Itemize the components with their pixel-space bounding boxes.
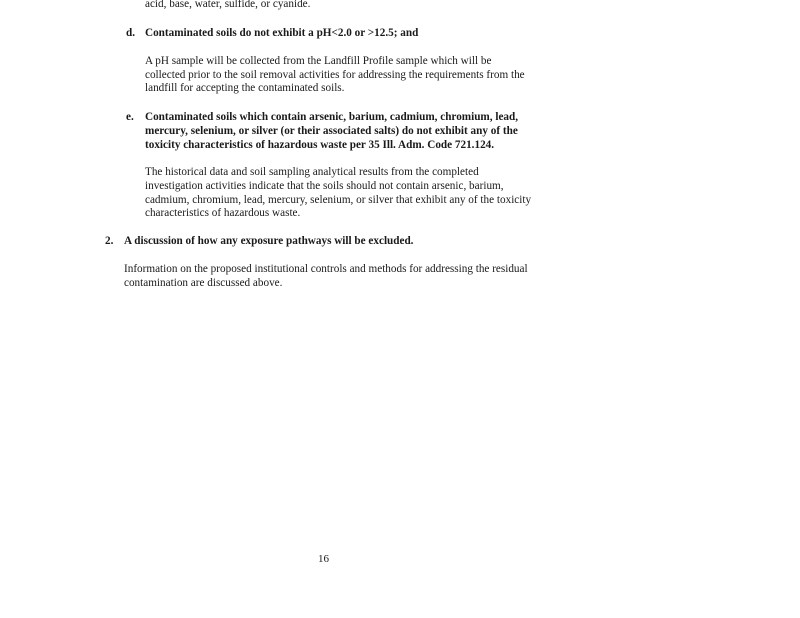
page-number: 16 [318,553,329,565]
item-e-body-line-2: investigation activities indicate that the soils should not contain arsenic, barium, [145,180,504,192]
item-d-body-line-1: A pH sample will be collected from the Landfill Profile sample which will be [145,55,492,67]
item-c-tail-text: acid, base, water, sulfide, or cyanide. [145,0,311,10]
item-e-heading-line-1: Contaminated soils which contain arsenic, barium, cadmium, chromium, lead, [145,111,519,123]
item-e-body-line-1: The historical data and soil sampling analytical results from the completed [145,166,479,178]
item-e-marker: e. [126,111,134,123]
item-d-heading: Contaminated soils do not exhibit a pH<2.0 or >12.5; and [145,27,419,39]
item-e-body-line-4: characteristics of hazardous waste. [145,207,301,219]
item-2-heading: A discussion of how any exposure pathways will be excluded. [124,235,414,247]
item-d-body-line-2: collected prior to the soil removal activities for addressing the requirements from the [145,69,525,81]
item-d-body-line-3: landfill for accepting the contaminated soils. [145,82,345,94]
item-e-heading-line-3: toxicity characteristics of hazardous waste per 35 Ill. Adm. Code 721.124. [145,139,495,151]
item-2-body-line-1: Information on the proposed institutional controls and methods for addressing the residual [124,263,528,275]
item-2-marker: 2. [105,235,114,247]
item-d-marker: d. [126,27,136,39]
item-e-heading-line-2: mercury, selenium, or silver (or their associated salts) do not exhibit any of the [145,125,518,137]
item-e-body-line-3: cadmium, chromium, lead, mercury, selenium, or silver that exhibit any of the toxicity [145,194,532,206]
item-2-body-line-2: contamination are discussed above. [124,277,283,289]
